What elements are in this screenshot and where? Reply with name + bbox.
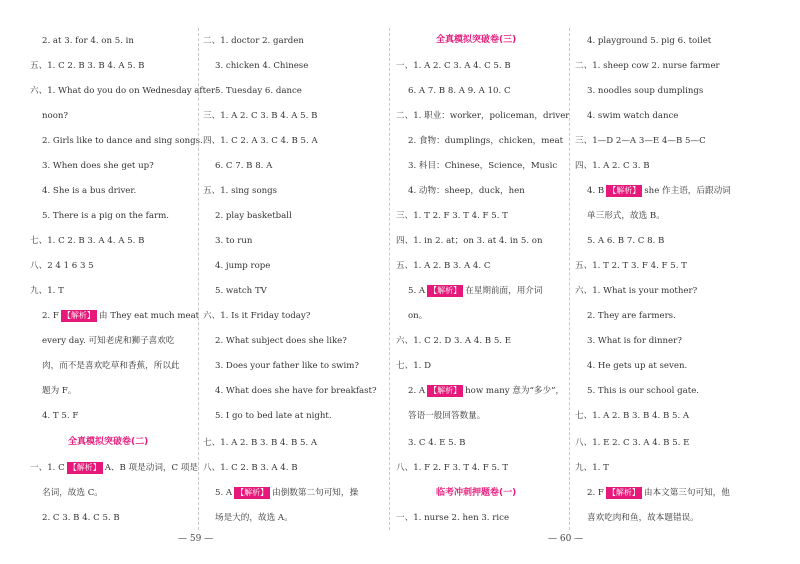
answer-line: 4. What does she have for breakfast? [215,386,377,396]
answer-line: 3. What is for dinner? [587,336,682,346]
answer-number: 2. F [587,488,604,498]
answer-number: 一、1. C [30,463,65,473]
answer-line: 八、1. F 2. F 3. T 4. F 5. T [396,463,509,473]
analysis-tag: 【解析】 [607,488,640,497]
answer-line: 七、1. A 2. B 3. B 4. B 5. A [575,411,690,421]
answer-number: 5. A [215,488,233,498]
answer-line: 七、1. D [396,361,432,371]
answer-line: 九、1. T [30,286,64,296]
answer-line: 3. to run [215,236,253,246]
answer-line: 2. at 3. for 4. on 5. in [42,36,134,46]
column-divider [198,28,199,530]
answer-line [408,285,543,297]
answer-line: 4. He gets up at seven. [587,361,688,371]
answer-line: 5. There is a pig on the farm. [42,211,169,221]
answer-line: 七、1. A 2. B 3. B 4. B 5. A [203,438,318,448]
answer-line: on。 [408,311,428,321]
answer-number: 2. A [408,386,426,396]
answer-number: 4. B [587,186,605,196]
answer-line: 八、2 4 1 6 3 5 [30,261,94,271]
answer-line: 二、1. 职业：worker，policeman，driver [396,111,570,121]
answer-line: 名词，故选 C。 [42,488,103,498]
answer-line: 3. When does she get up? [42,161,154,171]
answer-line: 题为 F。 [42,386,77,396]
answer-line [30,462,198,474]
answer-line: 场是大的，故选 A。 [215,513,293,523]
answer-line: 二、1. doctor 2. garden [203,36,304,46]
section-heading: 全真模拟突破卷(三) [436,35,517,45]
answer-line: 一、1. nurse 2. hen 3. rice [396,513,510,523]
answer-line: noon? [42,111,69,121]
answer-line: 5. Tuesday 6. dance [215,86,302,96]
answer-line: 二、1. sheep cow 2. nurse farmer [575,61,720,71]
analysis-text: she 作主语，后跟动词 [644,186,731,196]
answer-line: 五、1. C 2. B 3. B 4. A 5. B [30,61,145,71]
answer-line: 三、1. T 2. F 3. T 4. F 5. T [396,211,508,221]
answer-line [42,310,199,322]
answer-line: 五、1. A 2. B 3. A 4. C [396,261,491,271]
analysis-text: 在星期前面，用介词 [465,286,543,296]
analysis-text: A、B 项是动词，C 项是 [104,463,199,473]
answer-line: 6. A 7. B 8. A 9. A 10. C [408,86,511,96]
answer-line: 九、1. T [575,463,609,473]
answer-line: 3. chicken 4. Chinese [215,61,309,71]
answer-line: 5. This is our school gate. [587,386,700,396]
answer-line: 答语一般回答数量。 [408,411,486,421]
answer-line: 5. watch TV [215,286,267,296]
answer-line [408,385,564,397]
answer-line: 2. play basketball [215,211,292,221]
analysis-tag: 【解析】 [68,463,101,472]
column-divider [389,28,390,530]
answer-line: 3. C 4. E 5. B [408,438,466,448]
answer-line: 2. They are farmers. [587,311,676,321]
answer-line: 八、1. E 2. C 3. A 4. B 5. E [575,438,690,448]
answer-line: 八、1. C 2. B 3. A 4. B [203,463,298,473]
answer-line: 喜欢吃肉和鱼，故本题错误。 [587,513,699,523]
analysis-text: how many 意为“多少”， [465,386,565,396]
answer-number: 5. A [408,286,426,296]
answer-line: 四、1. in 2. at；on 3. at 4. in 5. on [396,236,543,246]
page-number-right: — 60 — [548,534,584,544]
answer-line: 六、1. C 2. D 3. A 4. B 5. E [396,336,512,346]
answer-line: 三、1—D 2—A 3—E 4—B 5—C [575,136,706,146]
answer-line: 4. swim watch dance [587,111,679,121]
answer-line: 六、1. What is your mother? [575,286,698,296]
answer-line: 2. Girls like to dance and sing songs. [42,136,203,146]
analysis-text: 由倒数第二句可知，操 [272,488,359,498]
answer-line: 5. I go to bed late at night. [215,411,332,421]
answer-line: 七、1. C 2. B 3. A 4. A 5. B [30,236,145,246]
answer-line: 三、1. A 2. C 3. B 4. A 5. B [203,111,318,121]
answer-line: 6. C 7. B 8. A [215,161,273,171]
answer-line: 一、1. A 2. C 3. A 4. C 5. B [396,61,511,71]
answer-line: 五、1. sing songs [203,186,278,196]
answer-line: 3. 科目：Chinese，Science，Music [408,161,558,171]
answer-line: 3. Does your father like to swim? [215,361,359,371]
analysis-text: 由 They eat much meat [98,311,200,321]
analysis-tag: 【解析】 [429,286,462,295]
answer-line: 4. playground 5. pig 6. toilet [587,36,712,46]
answer-line: 5. A 6. B 7. C 8. B [587,236,665,246]
analysis-tag: 【解析】 [608,186,641,195]
analysis-tag: 【解析】 [62,311,95,320]
answer-line [215,487,358,499]
answer-line: 3. noodles soup dumplings [587,86,704,96]
answer-line: 六、1. What do you do on Wednesday after- [30,86,219,96]
answer-line: every day. 可知老虎和狮子喜欢吃 [42,336,175,346]
answer-line: 2. 食物：dumplings，chicken，meat [408,136,564,146]
analysis-tag: 【解析】 [236,488,269,497]
analysis-text: 由本文第三句可知，他 [643,488,730,498]
answer-line: 六、1. Is it Friday today? [203,311,311,321]
answer-number: 2. F [42,311,59,321]
section-heading: 全真模拟突破卷(二) [68,437,149,447]
analysis-tag: 【解析】 [429,386,462,395]
answer-line: 4. jump rope [215,261,271,271]
column-divider [569,28,570,530]
answer-line: 2. What subject does she like? [215,336,347,346]
answer-line: 4. She is a bus driver. [42,186,137,196]
answer-line: 2. C 3. B 4. C 5. B [42,513,120,523]
answer-line: 五、1. T 2. T 3. F 4. F 5. T [575,261,687,271]
answer-line: 四、1. C 2. A 3. C 4. B 5. A [203,136,318,146]
answer-line: 四、1. A 2. C 3. B [575,161,650,171]
answer-line: 4. T 5. F [42,411,79,421]
answer-line [587,487,730,499]
answer-line [587,185,731,197]
answer-line: 单三形式，故选 B。 [587,211,665,221]
section-heading: 临考冲刺押题卷(一) [436,488,517,498]
answer-line: 4. 动物：sheep，duck，hen [408,186,525,196]
answer-line: 肉，而不是喜欢吃草和香蕉，所以此 [42,361,180,371]
page-number-left: — 59 — [178,534,214,544]
